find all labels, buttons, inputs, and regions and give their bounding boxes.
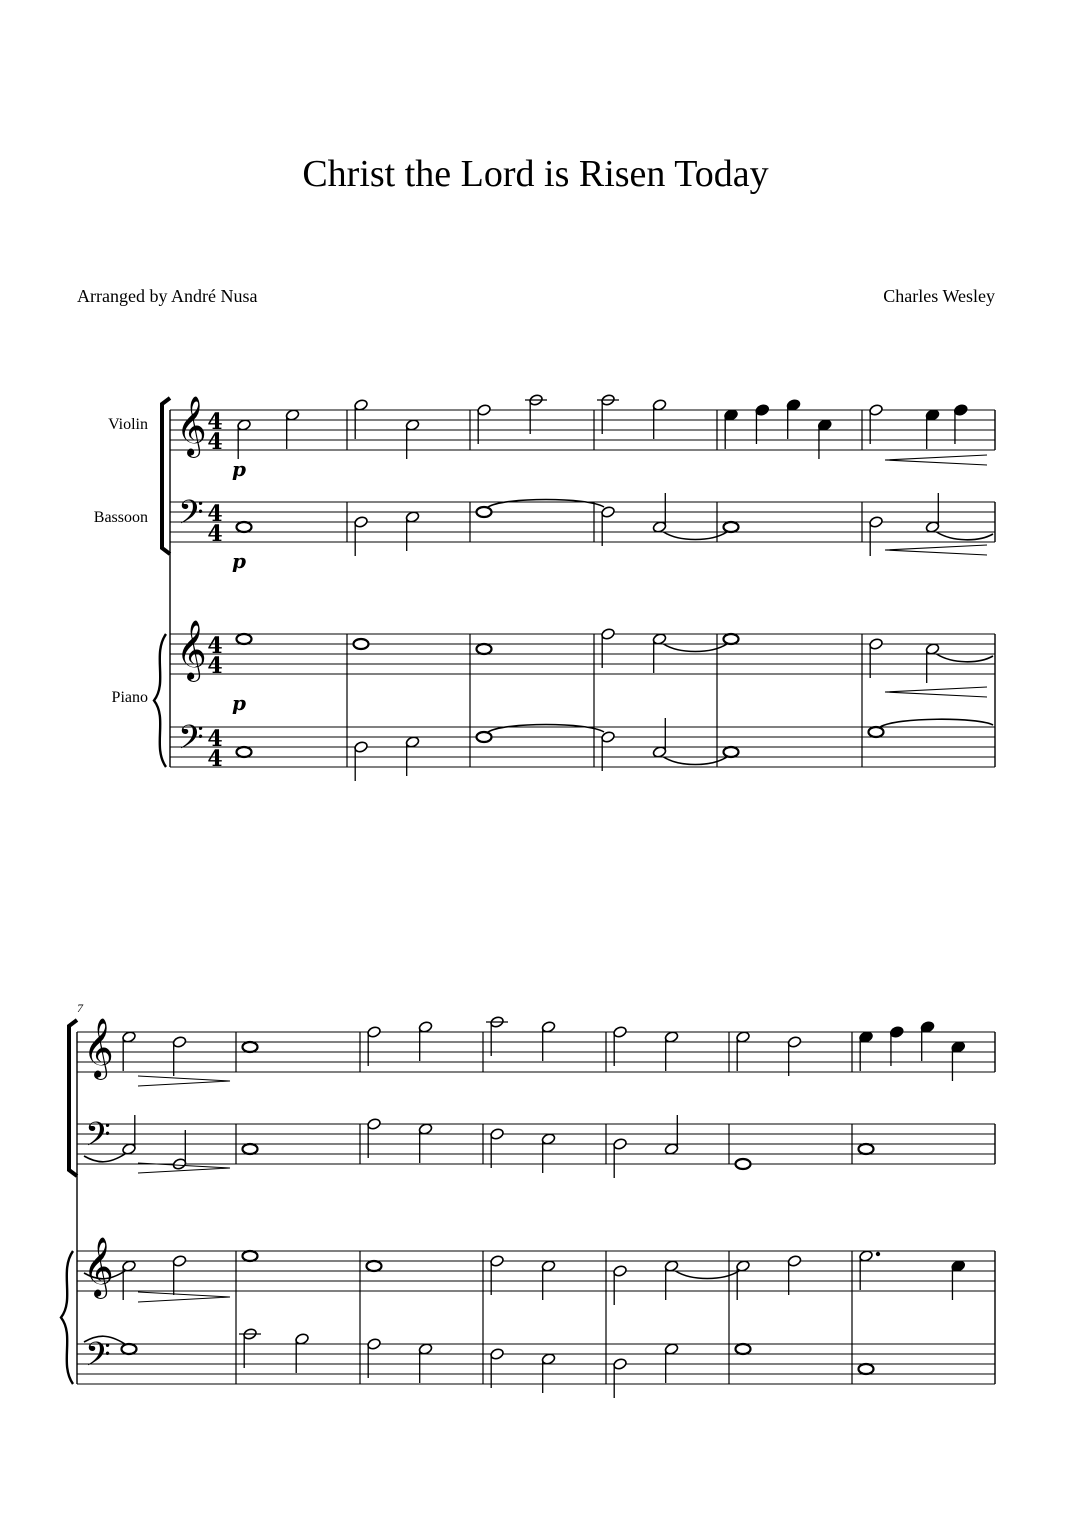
note xyxy=(243,1144,258,1154)
augmentation-dot xyxy=(876,1252,880,1256)
time-signature-numerator: 4 xyxy=(207,501,223,527)
note xyxy=(295,1333,310,1373)
note xyxy=(652,493,667,533)
tie xyxy=(937,532,994,540)
note xyxy=(889,1026,904,1066)
note xyxy=(925,493,940,533)
note xyxy=(724,522,739,532)
note xyxy=(405,511,420,551)
note xyxy=(652,718,667,758)
note xyxy=(787,1036,802,1076)
instrument-label-piano: Piano xyxy=(111,689,148,706)
instrument-label-violin: Violin xyxy=(108,416,148,433)
notehead xyxy=(724,747,739,757)
note xyxy=(724,409,739,449)
note xyxy=(405,419,420,459)
note xyxy=(755,404,770,444)
time-signature xyxy=(207,501,222,547)
note xyxy=(405,736,420,776)
note xyxy=(736,1159,751,1169)
note xyxy=(869,516,884,556)
measure-number: 7 xyxy=(77,1001,83,1015)
time-signature-numerator: 4 xyxy=(207,726,223,752)
note xyxy=(736,1260,751,1300)
note xyxy=(613,1026,628,1066)
note xyxy=(925,643,940,683)
piano-brace xyxy=(154,634,166,767)
note xyxy=(122,1260,137,1300)
note xyxy=(925,409,940,449)
notehead xyxy=(237,634,252,644)
note xyxy=(239,1328,261,1368)
note xyxy=(601,506,616,546)
treble-clef: 𝄞 xyxy=(83,1018,114,1078)
time-signature-numerator: 4 xyxy=(207,409,223,435)
note xyxy=(664,1343,679,1383)
decrescendo-hairpin xyxy=(138,1076,230,1086)
note xyxy=(122,1344,137,1354)
time-signature xyxy=(207,409,222,455)
crescendo-hairpin xyxy=(885,687,987,697)
notehead xyxy=(736,1344,751,1354)
note xyxy=(237,522,252,532)
note xyxy=(172,1036,187,1076)
note xyxy=(285,409,300,449)
time-signature xyxy=(207,726,222,772)
note xyxy=(490,1128,505,1168)
bass-clef: 𝄢 xyxy=(178,719,204,765)
notehead xyxy=(869,727,884,737)
time-signature xyxy=(207,633,222,679)
note xyxy=(652,399,667,439)
dynamic-marking: p xyxy=(232,457,246,481)
notehead xyxy=(243,1144,258,1154)
crescendo-hairpin xyxy=(885,545,987,555)
note xyxy=(490,1348,505,1388)
arranger-credit: Arranged by André Nusa xyxy=(77,286,258,306)
note xyxy=(367,1026,382,1066)
note xyxy=(354,399,369,439)
notehead xyxy=(477,644,492,654)
note xyxy=(951,1041,966,1081)
note xyxy=(477,404,492,444)
note xyxy=(652,633,667,673)
note xyxy=(490,1255,505,1295)
note xyxy=(859,1144,874,1154)
note xyxy=(736,1344,751,1354)
note xyxy=(859,1364,874,1374)
note xyxy=(953,404,968,444)
note xyxy=(354,639,369,649)
note xyxy=(237,419,252,459)
notehead xyxy=(237,747,252,757)
dynamic-marking: p xyxy=(232,691,246,715)
note xyxy=(736,1031,751,1071)
note xyxy=(122,1115,137,1155)
note xyxy=(418,1343,433,1383)
ensemble-bracket xyxy=(162,398,170,554)
note xyxy=(613,1265,628,1305)
notehead xyxy=(354,639,369,649)
note xyxy=(541,1353,556,1393)
note xyxy=(859,1031,874,1071)
time-signature-numerator: 4 xyxy=(207,633,223,659)
note xyxy=(541,1021,556,1061)
instrument-label-bassoon: Bassoon xyxy=(93,509,148,526)
note xyxy=(869,727,884,737)
note xyxy=(724,747,739,757)
note xyxy=(786,399,801,439)
note xyxy=(354,741,369,781)
notehead xyxy=(477,732,492,742)
crescendo-hairpin xyxy=(885,455,987,465)
note xyxy=(237,634,252,644)
tie xyxy=(880,719,993,727)
time-signature-denominator: 4 xyxy=(207,653,223,679)
notehead xyxy=(243,1251,258,1261)
notehead xyxy=(237,522,252,532)
bass-clef: 𝄢 xyxy=(178,494,204,540)
composer-credit: Charles Wesley xyxy=(883,286,995,306)
bass-clef: 𝄢 xyxy=(85,1116,111,1162)
tie xyxy=(488,725,604,733)
note xyxy=(541,1133,556,1173)
note xyxy=(418,1021,433,1061)
note xyxy=(613,1358,628,1398)
dynamic-marking: p xyxy=(232,549,246,573)
time-signature-denominator: 4 xyxy=(207,746,223,772)
notehead xyxy=(477,507,492,517)
decrescendo-hairpin xyxy=(138,1292,230,1302)
note xyxy=(869,404,884,444)
notehead xyxy=(243,1042,258,1052)
note xyxy=(367,1118,382,1158)
time-signature-denominator: 4 xyxy=(207,429,223,455)
note xyxy=(601,731,616,771)
piano-brace xyxy=(61,1251,73,1384)
note xyxy=(664,1115,679,1155)
note xyxy=(367,1338,382,1378)
note xyxy=(477,732,492,742)
note xyxy=(172,1255,187,1295)
note xyxy=(477,507,492,517)
ensemble-bracket xyxy=(69,1020,77,1176)
note xyxy=(486,1016,508,1056)
notehead xyxy=(122,1344,137,1354)
notehead xyxy=(859,1144,874,1154)
note xyxy=(237,747,252,757)
treble-clef: 𝄞 xyxy=(176,396,207,456)
note xyxy=(664,1260,679,1300)
note xyxy=(869,638,884,678)
note xyxy=(525,394,547,434)
note xyxy=(243,1042,258,1052)
score-title: Christ the Lord is Risen Today xyxy=(302,153,769,195)
note xyxy=(122,1031,137,1071)
tie xyxy=(488,500,604,508)
note xyxy=(601,628,616,668)
note xyxy=(920,1021,935,1061)
note xyxy=(859,1250,881,1290)
note xyxy=(787,1255,802,1295)
treble-clef: 𝄞 xyxy=(176,620,207,680)
note xyxy=(613,1138,628,1178)
notehead xyxy=(724,522,739,532)
treble-clef: 𝄞 xyxy=(83,1237,114,1297)
notehead xyxy=(736,1159,751,1169)
tie xyxy=(937,654,994,662)
note xyxy=(597,394,619,434)
bass-clef: 𝄢 xyxy=(85,1336,111,1382)
note xyxy=(477,644,492,654)
note xyxy=(664,1031,679,1071)
note xyxy=(724,634,739,644)
time-signature-denominator: 4 xyxy=(207,521,223,547)
notehead xyxy=(724,634,739,644)
notehead xyxy=(859,1364,874,1374)
note xyxy=(367,1261,382,1271)
note xyxy=(418,1123,433,1163)
note xyxy=(243,1251,258,1261)
note xyxy=(541,1260,556,1300)
notehead xyxy=(367,1261,382,1271)
note xyxy=(354,516,369,556)
note xyxy=(172,1130,187,1170)
note xyxy=(951,1260,966,1300)
note xyxy=(817,419,832,459)
